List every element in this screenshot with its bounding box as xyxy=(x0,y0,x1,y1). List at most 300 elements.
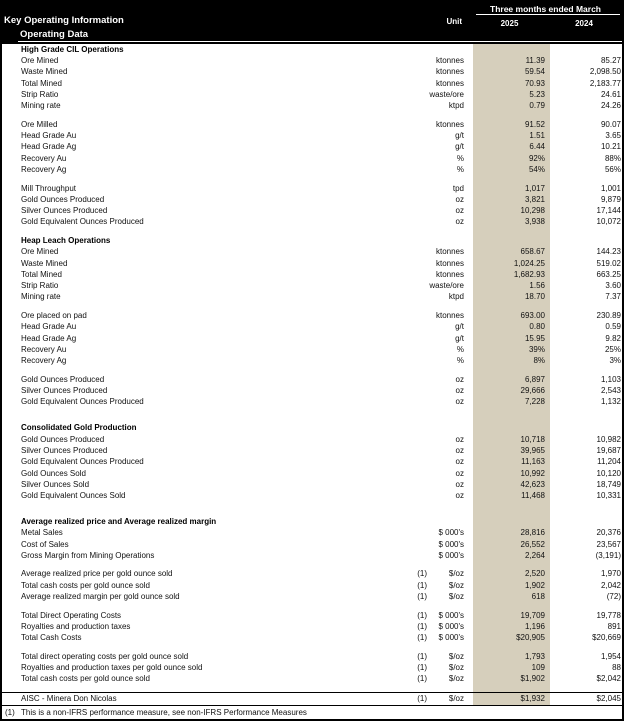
value-2024: 3.60 xyxy=(605,281,621,291)
value-2025 xyxy=(473,415,550,422)
value-2025 xyxy=(473,408,550,415)
value-2025: 6,897 xyxy=(473,374,550,385)
value-2025: 19,709 xyxy=(473,610,550,621)
value-2025: 3,938 xyxy=(473,217,550,228)
subtitle-underline xyxy=(18,41,622,42)
table-row xyxy=(2,55,622,66)
table-row xyxy=(2,610,622,621)
value-2025 xyxy=(473,685,550,692)
unit-cell xyxy=(427,470,473,478)
table-row xyxy=(2,217,622,228)
table-row xyxy=(2,247,622,258)
table-row xyxy=(2,633,622,644)
row-label: Gold Equivalent Ounces Sold xyxy=(21,492,126,501)
value-2024: (3,191) xyxy=(595,550,621,560)
row-label: Gold Equivalent Ounces Produced xyxy=(21,458,144,467)
value-2025: 10,992 xyxy=(473,468,550,479)
value-2025: 39,965 xyxy=(473,445,550,456)
table-row xyxy=(2,550,622,561)
row-label: Strip Ratio xyxy=(21,90,59,99)
value-2025: 1,196 xyxy=(473,621,550,632)
value-2024: 88 xyxy=(612,663,621,673)
footnote-ref: (1) xyxy=(417,621,427,631)
unit-cell xyxy=(427,357,473,365)
unit-text: oz xyxy=(455,194,464,204)
value-2024: 19,687 xyxy=(596,445,621,455)
value-2025: 54% xyxy=(473,164,550,175)
value-2025: 10,298 xyxy=(473,205,550,216)
unit-cell xyxy=(427,664,473,672)
unit-cell xyxy=(427,602,473,610)
value-2024: 10,072 xyxy=(596,217,621,227)
row-label: Head Grade Ag xyxy=(21,143,77,152)
unit-cell xyxy=(427,207,473,215)
unit-cell xyxy=(427,335,473,343)
table-row xyxy=(2,651,622,662)
value-2024: 23,567 xyxy=(596,539,621,549)
unit-cell xyxy=(427,509,473,517)
row-label: Average realized margin per gold ounce sold xyxy=(21,593,180,602)
value-2025: 1,902 xyxy=(473,580,550,591)
unit-text: g/t xyxy=(455,142,464,152)
unit-cell xyxy=(427,552,473,560)
table-row xyxy=(2,153,622,164)
table-row xyxy=(2,344,622,355)
unit-cell xyxy=(427,303,473,311)
unit-text: $/oz xyxy=(448,592,464,602)
value-2025 xyxy=(473,423,550,434)
value-2025: 42,623 xyxy=(473,479,550,490)
row-label: Total Direct Operating Costs xyxy=(21,611,122,620)
value-2025: 10,718 xyxy=(473,434,550,445)
value-2024: 90.07 xyxy=(600,119,621,129)
row-label: Average realized price and Average realized margin xyxy=(21,518,217,526)
table-row xyxy=(2,333,622,344)
value-2025: 1,017 xyxy=(473,183,550,194)
row-label: Ore Mined xyxy=(21,56,59,65)
footnote-ref: (1) xyxy=(417,580,427,590)
table-row xyxy=(2,183,622,194)
table-row xyxy=(2,292,622,303)
value-2024: 88% xyxy=(604,153,621,163)
table-row xyxy=(2,528,622,539)
unit-cell xyxy=(427,458,473,466)
value-2024: 10,331 xyxy=(596,491,621,501)
unit-text: $ 000's xyxy=(438,621,464,631)
unit-cell xyxy=(427,582,473,590)
row-label: Waste Mined xyxy=(21,259,68,268)
row-label: Metal Sales xyxy=(21,529,63,538)
unit-cell xyxy=(427,436,473,444)
unit-cell xyxy=(427,228,473,236)
table-row xyxy=(2,663,622,674)
unit-cell xyxy=(427,529,473,537)
row-label: Total cash costs per gold ounce sold xyxy=(21,675,150,684)
spacer-row xyxy=(2,603,622,610)
report-header xyxy=(2,2,622,44)
unit-text: oz xyxy=(455,397,464,407)
unit-text: $ 000's xyxy=(438,539,464,549)
unit-text: oz xyxy=(455,434,464,444)
row-label: Total cash costs per gold ounce sold xyxy=(21,581,150,590)
value-2024: 2,543 xyxy=(600,386,621,396)
row-label: Gold Ounces Produced xyxy=(21,435,105,444)
unit-text: % xyxy=(456,356,464,366)
unit-text: $/oz xyxy=(448,663,464,673)
unit-cell xyxy=(427,387,473,395)
unit-cell xyxy=(427,80,473,88)
row-label: Mining rate xyxy=(21,102,61,111)
spacer-row xyxy=(2,685,622,692)
value-2024: 891 xyxy=(607,621,621,631)
table-row xyxy=(2,386,622,397)
footnote-ref: (1) xyxy=(417,663,427,673)
footnote-marker: (1) xyxy=(5,707,15,717)
unit-cell xyxy=(427,376,473,384)
table-row xyxy=(2,539,622,550)
unit-cell xyxy=(427,415,473,423)
table-row xyxy=(2,100,622,111)
unit-text: oz xyxy=(455,217,464,227)
unit-text: $ 000's xyxy=(438,610,464,620)
unit-text: ktonnes xyxy=(435,67,464,77)
unit-cell xyxy=(427,46,473,54)
value-2024: (72) xyxy=(606,592,621,602)
row-label: Recovery Au xyxy=(21,154,67,163)
unit-text: ktonnes xyxy=(435,247,464,257)
value-2025: 91.52 xyxy=(473,119,550,130)
value-2025: 1,793 xyxy=(473,651,550,662)
unit-cell xyxy=(427,57,473,65)
unit-cell xyxy=(427,218,473,226)
value-2025 xyxy=(473,516,550,527)
unit-cell xyxy=(427,634,473,642)
value-2024: 7.37 xyxy=(605,292,621,302)
value-2024: 3% xyxy=(609,356,621,366)
value-2025: 2,264 xyxy=(473,550,550,561)
row-label: AISC - Minera Don Nicolas xyxy=(21,695,117,704)
value-2024: 144.23 xyxy=(596,247,621,257)
footnote-ref: (1) xyxy=(417,674,427,684)
table-row xyxy=(2,205,622,216)
unit-cell xyxy=(427,481,473,489)
unit-text: ktonnes xyxy=(435,119,464,129)
spacer-row xyxy=(2,228,622,235)
value-2025 xyxy=(473,603,550,610)
unit-cell xyxy=(427,271,473,279)
unit-text: oz xyxy=(455,206,464,216)
value-2025 xyxy=(473,644,550,651)
unit-cell xyxy=(427,185,473,193)
value-2025 xyxy=(473,562,550,569)
value-2024: 0.59 xyxy=(605,322,621,332)
table-row xyxy=(2,67,622,78)
unit-cell xyxy=(427,593,473,601)
unit-cell xyxy=(427,166,473,174)
table-row xyxy=(2,164,622,175)
row-label: Strip Ratio xyxy=(21,282,59,291)
table-row xyxy=(2,434,622,445)
spacer-row xyxy=(2,502,622,509)
unit-text: ktonnes xyxy=(435,269,464,279)
value-2025: 693.00 xyxy=(473,310,550,321)
unit-text: ktonnes xyxy=(435,311,464,321)
table-row xyxy=(2,356,622,367)
value-2024: 1,132 xyxy=(600,397,621,407)
value-2025: 11,163 xyxy=(473,457,550,468)
unit-text: oz xyxy=(455,457,464,467)
unit-cell xyxy=(427,346,473,354)
unit-cell xyxy=(427,175,473,183)
row-label: Average realized price per gold ounce sold xyxy=(21,570,173,579)
unit-text: ktonnes xyxy=(435,55,464,65)
value-2024: 11,204 xyxy=(597,457,621,467)
spacer-row xyxy=(2,112,622,119)
unit-text: % xyxy=(456,164,464,174)
unit-cell xyxy=(427,695,473,703)
value-2024: $20,669 xyxy=(592,633,621,643)
unit-text: oz xyxy=(455,445,464,455)
unit-cell xyxy=(427,447,473,455)
value-2025: 1,682.93 xyxy=(473,269,550,280)
unit-text: ktpd xyxy=(448,292,464,302)
value-2024: 519.02 xyxy=(596,258,621,268)
row-label: Total direct operating costs per gold ounce sold xyxy=(21,652,189,661)
value-2024: 230.89 xyxy=(596,311,621,321)
unit-cell xyxy=(427,675,473,683)
unit-cell xyxy=(427,102,473,110)
row-label: Mining rate xyxy=(21,293,61,302)
table-row xyxy=(2,479,622,490)
table-row xyxy=(2,621,622,632)
unit-cell xyxy=(427,367,473,375)
footnote-ref: (1) xyxy=(417,651,427,661)
column-header-2025: 2025 xyxy=(500,19,519,28)
row-label: Cost of Sales xyxy=(21,540,69,549)
value-2024: 2,042 xyxy=(600,580,621,590)
row-label: Total Cash Costs xyxy=(21,634,82,643)
table-row xyxy=(2,78,622,89)
value-2024: 9,879 xyxy=(600,194,621,204)
unit-text: oz xyxy=(455,386,464,396)
table-row xyxy=(2,269,622,280)
table-row xyxy=(2,374,622,385)
unit-cell xyxy=(427,248,473,256)
value-2025: 3,821 xyxy=(473,194,550,205)
section-header-row xyxy=(2,516,622,527)
value-2024: 2,183.77 xyxy=(589,78,621,88)
section-header-row xyxy=(2,44,622,55)
table-row xyxy=(2,569,622,580)
row-label: Mill Throughput xyxy=(21,184,76,193)
unit-text: oz xyxy=(455,374,464,384)
table-row xyxy=(2,310,622,321)
unit-cell xyxy=(427,121,473,129)
value-2025: 11.39 xyxy=(473,55,550,66)
row-label: Recovery Ag xyxy=(21,165,67,174)
value-2025: 5.23 xyxy=(473,89,550,100)
section-header-row xyxy=(2,235,622,246)
unit-cell xyxy=(427,312,473,320)
value-2024: 3.65 xyxy=(605,131,621,141)
spacer-row xyxy=(2,415,622,422)
table-row xyxy=(2,490,622,501)
unit-text: waste/ore xyxy=(429,89,464,99)
row-label: Ore placed on pad xyxy=(21,312,87,321)
value-2024: 1,001 xyxy=(600,183,621,193)
value-2025: 59.54 xyxy=(473,67,550,78)
footnote-row xyxy=(2,705,622,719)
value-2024: 24.61 xyxy=(600,89,621,99)
row-label: Gold Ounces Produced xyxy=(21,375,105,384)
value-2024: $2,045 xyxy=(596,694,621,704)
footnote-ref: (1) xyxy=(417,592,427,602)
unit-text: waste/ore xyxy=(429,281,464,291)
value-2025: $1,932 xyxy=(473,693,550,704)
unit-cell xyxy=(427,561,473,569)
row-label: Gross Margin from Mining Operations xyxy=(21,551,155,560)
value-2025: $20,905 xyxy=(473,633,550,644)
unit-text: $ 000's xyxy=(438,550,464,560)
value-2025: 0.79 xyxy=(473,100,550,111)
value-2024: 18,749 xyxy=(596,479,621,489)
value-2025: 0.80 xyxy=(473,322,550,333)
unit-text: $/oz xyxy=(448,580,464,590)
value-2025: 658.67 xyxy=(473,247,550,258)
table-row xyxy=(2,591,622,602)
spacer-row xyxy=(2,644,622,651)
unit-text: tpd xyxy=(452,183,464,193)
unit-text: ktonnes xyxy=(435,258,464,268)
unit-cell xyxy=(427,623,473,631)
value-2024: $2,042 xyxy=(596,674,621,684)
row-label: Ore Mined xyxy=(21,248,59,257)
column-header-2024: 2024 xyxy=(575,19,593,28)
value-2024: 10,982 xyxy=(596,434,621,444)
row-label: Heap Leach Operations xyxy=(21,236,111,245)
unit-text: $/oz xyxy=(448,569,464,579)
unit-cell xyxy=(427,143,473,151)
table-row xyxy=(2,692,622,704)
unit-text: oz xyxy=(455,479,464,489)
footnote-ref: (1) xyxy=(417,610,427,620)
spacer-row xyxy=(2,367,622,374)
period-underline xyxy=(476,14,620,15)
table-row xyxy=(2,445,622,456)
value-2024: 10.21 xyxy=(600,142,621,152)
row-label: Gold Equivalent Ounces Produced xyxy=(21,398,144,407)
unit-cell xyxy=(427,424,473,432)
unit-text: oz xyxy=(455,491,464,501)
value-2025: 8% xyxy=(473,356,550,367)
unit-text: ktonnes xyxy=(435,78,464,88)
unit-text: $/oz xyxy=(448,674,464,684)
unit-cell xyxy=(427,282,473,290)
column-header-unit: Unit xyxy=(446,17,462,26)
table-row xyxy=(2,89,622,100)
footnote-ref: (1) xyxy=(417,633,427,643)
unit-text: % xyxy=(456,153,464,163)
footnote-ref: (1) xyxy=(417,569,427,579)
value-2025 xyxy=(473,112,550,119)
unit-text: g/t xyxy=(455,131,464,141)
unit-cell xyxy=(427,237,473,245)
value-2025 xyxy=(473,367,550,374)
row-label: Recovery Ag xyxy=(21,357,67,366)
unit-cell xyxy=(427,293,473,301)
unit-text: $ 000's xyxy=(438,633,464,643)
table-row xyxy=(2,119,622,130)
value-2024: 2,098.50 xyxy=(589,67,621,77)
footnote-text: This is a non-IFRS performance measure, see non-IFRS Performance Measures xyxy=(21,707,307,717)
value-2024: 85.27 xyxy=(600,55,621,65)
value-2025: 1,024.25 xyxy=(473,258,550,269)
value-2025: 618 xyxy=(473,591,550,602)
value-2025 xyxy=(473,303,550,310)
row-label: Waste Mined xyxy=(21,68,68,77)
value-2024: 24.26 xyxy=(600,101,621,111)
value-2025: 2,520 xyxy=(473,569,550,580)
value-2024: 25% xyxy=(604,344,621,354)
unit-cell xyxy=(427,653,473,661)
table-row xyxy=(2,468,622,479)
unit-cell xyxy=(427,196,473,204)
table-row xyxy=(2,580,622,591)
page-title: Key Operating Information xyxy=(4,15,124,26)
value-2025: 26,552 xyxy=(473,539,550,550)
spacer-row xyxy=(2,408,622,415)
unit-cell xyxy=(427,323,473,331)
value-2025: 70.93 xyxy=(473,78,550,89)
row-label: Gold Ounces Produced xyxy=(21,195,105,204)
value-2025: 18.70 xyxy=(473,292,550,303)
row-label: Silver Ounces Produced xyxy=(21,446,108,455)
table-row xyxy=(2,258,622,269)
unit-cell xyxy=(427,132,473,140)
spacer-row xyxy=(2,176,622,183)
table-row xyxy=(2,194,622,205)
value-2024: 19,778 xyxy=(596,610,621,620)
table-row xyxy=(2,130,622,141)
unit-text: g/t xyxy=(455,333,464,343)
unit-text: % xyxy=(456,344,464,354)
value-2025: 7,228 xyxy=(473,397,550,408)
table-row xyxy=(2,322,622,333)
table-row xyxy=(2,142,622,153)
section-title-operating-data: Operating Data xyxy=(20,29,89,40)
value-2025 xyxy=(473,44,550,55)
unit-text: $/oz xyxy=(448,651,464,661)
unit-cell xyxy=(427,612,473,620)
row-label: Total Mined xyxy=(21,79,62,88)
table-row xyxy=(2,281,622,292)
row-label: Royalties and production taxes per gold ounce sold xyxy=(21,664,203,673)
value-2024: 1,954 xyxy=(600,651,621,661)
period-heading: Three months ended March xyxy=(490,4,601,14)
row-label: Silver Ounces Sold xyxy=(21,480,90,489)
value-2024: 1,103 xyxy=(600,374,621,384)
row-label: Royalties and production taxes xyxy=(21,622,131,631)
unit-cell xyxy=(427,492,473,500)
value-2024: 56% xyxy=(604,164,621,174)
spacer-row xyxy=(2,303,622,310)
row-label: Head Grade Au xyxy=(21,132,77,141)
value-2025: 1.56 xyxy=(473,281,550,292)
value-2025: 28,816 xyxy=(473,528,550,539)
table-row xyxy=(2,674,622,685)
value-2024: 663.25 xyxy=(596,269,621,279)
unit-cell xyxy=(427,398,473,406)
